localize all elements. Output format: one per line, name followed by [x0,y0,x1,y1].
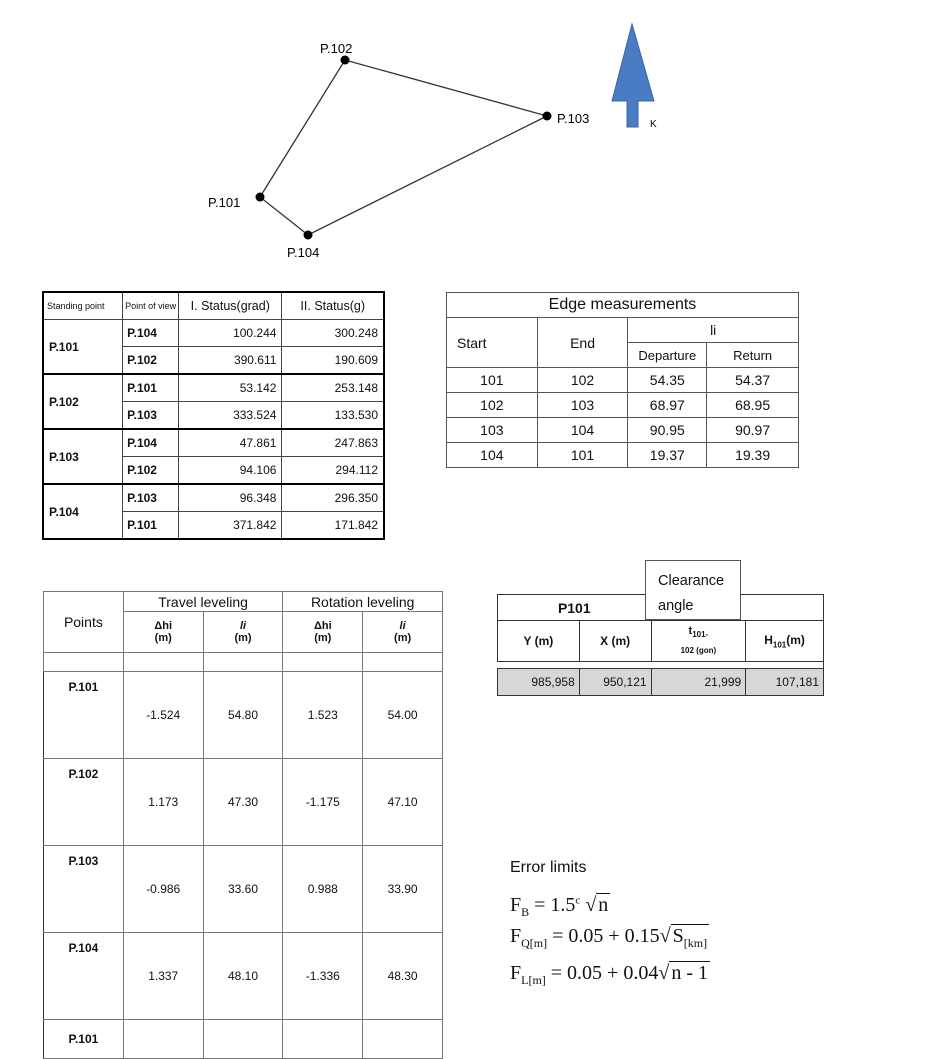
status-2-cell: 171.842 [282,512,384,540]
status-2-cell: 300.248 [282,320,384,347]
north-arrow-icon [612,24,654,127]
travel-dh-cell: -1.524 [123,672,203,759]
standing-point-cell: P.102 [43,374,123,429]
p101-spacer-row [498,662,824,669]
status-2-cell: 294.112 [282,457,384,485]
spacer-cell [363,653,443,672]
clearance-angle-callout: Clearance angle [645,560,741,620]
edge-table [446,292,799,468]
status-2-cell: 247.863 [282,429,384,457]
fq-root-wrap [671,924,709,950]
edge-end-cell: 103 [537,393,628,418]
standing-point-cell: P.101 [43,320,123,375]
edge-start-cell: 102 [447,393,538,418]
fl-root: n - 1 [671,962,708,984]
point-p103-label: P.103 [557,111,590,126]
header-departure: Departure [628,343,707,368]
point-p101-marker [256,193,265,202]
point-of-view-cell: P.102 [123,457,179,485]
spacer-cell [123,653,203,672]
p101-x-value: 950,121 [579,669,651,696]
fb-f: F [510,894,522,916]
leveling-point-cell: P.103 [44,846,124,933]
point-of-view-cell: P.102 [123,347,179,375]
error-limits-title: Error limits [510,859,587,876]
leveling-rows [44,653,443,1059]
formula-fb [510,894,610,920]
t-unit: 102 (gon) [680,645,717,655]
travel-li-cell: 33.60 [203,846,283,933]
spacer-cell [44,653,124,672]
header-y: Y (m) [498,621,580,662]
header-standing-point: Standing point [43,292,123,320]
edge-row [447,368,799,393]
angle-row [43,320,384,347]
leveling-row [44,1020,443,1059]
north-label: K [650,119,657,130]
header-start: Start [447,318,538,368]
edge-departure-cell: 90.95 [628,418,707,443]
angle-table [42,291,385,540]
header-rotation-dh [283,612,363,653]
header-rotation-li [363,612,443,653]
fl-sub: L[m] [521,973,546,987]
header-rotation-leveling: Rotation leveling [283,592,443,612]
travel-dh-cell: 1.173 [123,759,203,846]
rotation-dh-cell: -1.336 [283,933,363,1020]
status-2-cell: 133.530 [282,402,384,430]
status-1-cell: 390.611 [179,347,282,375]
edge-departure-cell: 54.35 [628,368,707,393]
header-status-2: II. Status(g) [282,292,384,320]
fl-f: F [510,962,522,984]
header-travel-li [203,612,283,653]
edge-end-cell: 104 [537,418,628,443]
status-2-cell: 190.609 [282,347,384,375]
fq-sub: Q[m] [521,936,548,950]
p101-h-value: 107,181 [746,669,824,696]
edge-return-cell: 90.97 [707,418,799,443]
unit-label: (m) [394,632,412,644]
point-of-view-cell: P.103 [123,484,179,512]
header-status-1: I. Status(grad) [179,292,282,320]
travel-li-cell: 47.30 [203,759,283,846]
traverse-diagram [0,0,926,270]
traverse-polygon [260,60,547,235]
edge-table-title: Edge measurements [447,293,799,318]
status-2-cell: 253.148 [282,374,384,402]
point-of-view-cell: P.104 [123,320,179,347]
h-label: H [764,632,773,647]
edge-end-cell: 101 [537,443,628,468]
p101-title: P101 [498,595,652,621]
fb-sub: B [521,905,530,919]
fq-rhs: = 0.05 + 0.15 [552,925,660,947]
empty-cell [123,1020,203,1059]
li-label: li [399,620,406,632]
header-x: X (m) [579,621,651,662]
point-of-view-cell: P.101 [123,374,179,402]
status-1-cell: 94.106 [179,457,282,485]
edge-start-cell: 104 [447,443,538,468]
travel-dh-cell: 1.337 [123,933,203,1020]
rotation-li-cell: 47.10 [363,759,443,846]
rotation-dh-cell: 1.523 [283,672,363,759]
point-p104-marker [304,231,313,240]
status-1-cell: 47.861 [179,429,282,457]
edge-end-cell: 102 [537,368,628,393]
spacer-cell [203,653,283,672]
formula-fq [510,925,709,951]
point-of-view-cell: P.104 [123,429,179,457]
edge-return-cell: 19.39 [707,443,799,468]
leveling-spacer-row [44,653,443,672]
edge-return-cell: 68.95 [707,393,799,418]
header-li: li [628,318,799,343]
unit-label: (m) [234,632,252,644]
unit-label: (m) [314,632,332,644]
edge-departure-cell: 19.37 [628,443,707,468]
dh-label: Δhi [154,620,173,632]
header-t [651,621,746,662]
edge-return-cell: 54.37 [707,368,799,393]
leveling-row [44,672,443,759]
sqrt-icon: √ [659,925,671,947]
point-of-view-cell: P.103 [123,402,179,430]
status-1-cell: 371.842 [179,512,282,540]
fq-root: S [672,925,684,947]
fq-f: F [510,925,522,947]
leveling-point-cell: P.101 [44,672,124,759]
t-sub: 101- [692,630,709,640]
unit-label: (m) [154,632,172,644]
point-of-view-cell: P.101 [123,512,179,540]
fb-sup: c [575,894,581,907]
status-1-cell: 53.142 [179,374,282,402]
point-p103-marker [543,112,552,121]
leveling-row [44,846,443,933]
header-travel-leveling: Travel leveling [123,592,283,612]
dh-label: Δhi [313,620,332,632]
p101-y-value: 985,958 [498,669,580,696]
point-p101-label: P.101 [208,195,241,210]
edge-rows [447,368,799,468]
leveling-row [44,759,443,846]
leveling-point-cell: P.102 [44,759,124,846]
fb-rhs: = 1.5 [534,894,576,916]
leveling-table [43,591,443,1059]
angle-row [43,429,384,457]
rotation-li-cell: 33.90 [363,846,443,933]
empty-cell [363,1020,443,1059]
header-return: Return [707,343,799,368]
formula-fl [510,962,710,988]
edge-row [447,443,799,468]
rotation-dh-cell: 0.988 [283,846,363,933]
leveling-point-cell: P.104 [44,933,124,1020]
angle-rows [43,320,384,540]
sqrt-icon: √ [585,894,597,916]
point-p102-label: P.102 [320,41,353,56]
fb-root: n [598,894,609,916]
edge-departure-cell: 68.97 [628,393,707,418]
rotation-dh-cell: -1.175 [283,759,363,846]
edge-row [447,418,799,443]
leveling-point-cell: P.101 [44,1020,124,1059]
standing-point-cell: P.104 [43,484,123,539]
empty-cell [283,1020,363,1059]
fl-rhs: = 0.05 + 0.04 [550,962,659,984]
leveling-row [44,933,443,1020]
header-h [746,621,824,662]
p101-t-value: 21,999 [651,669,746,696]
header-end: End [537,318,628,368]
status-1-cell: 333.524 [179,402,282,430]
header-travel-dh [123,612,203,653]
angle-row [43,484,384,512]
point-p102-marker [341,56,350,65]
li-label: li [239,620,247,632]
point-p104-label: P.104 [287,245,320,260]
edge-start-cell: 101 [447,368,538,393]
spacer-cell [283,653,363,672]
angle-row [43,374,384,402]
header-points: Points [44,592,124,653]
status-1-cell: 100.244 [179,320,282,347]
status-1-cell: 96.348 [179,484,282,512]
edge-row [447,393,799,418]
h-unit: (m) [786,632,805,647]
h-sub: 101 [772,640,787,650]
travel-dh-cell: -0.986 [123,846,203,933]
rotation-li-cell: 48.30 [363,933,443,1020]
fq-root-sub: [km] [683,936,708,950]
standing-point-cell: P.103 [43,429,123,484]
travel-li-cell: 48.10 [203,933,283,1020]
edge-start-cell: 103 [447,418,538,443]
header-point-of-view: Point of view [123,292,179,320]
rotation-li-cell: 54.00 [363,672,443,759]
t-label: t [688,625,693,638]
status-2-cell: 296.350 [282,484,384,512]
empty-cell [203,1020,283,1059]
sqrt-icon: √ [658,962,670,984]
travel-li-cell: 54.80 [203,672,283,759]
